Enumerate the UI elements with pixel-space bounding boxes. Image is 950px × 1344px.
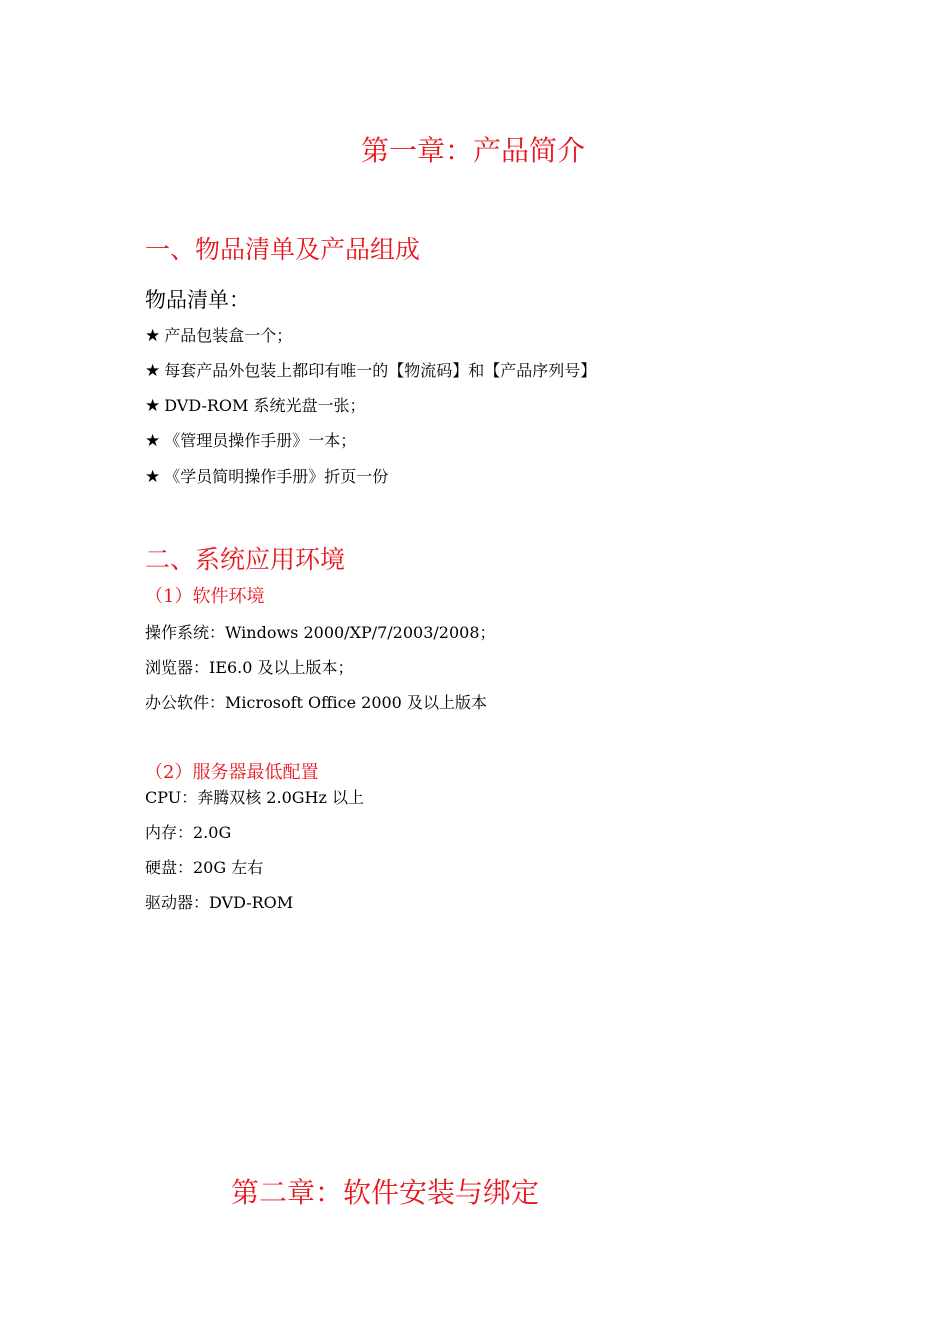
list-item	[145, 396, 366, 416]
list-item	[145, 467, 388, 487]
star-icon: ★	[145, 361, 161, 381]
server-memory-line: 内存：2.0G	[145, 823, 232, 842]
star-icon: ★	[145, 431, 161, 451]
list-item-text: 产品包装盒一个；	[164, 326, 293, 345]
list-item-text: 《管理员操作手册》一本；	[164, 431, 357, 450]
list-item	[145, 326, 292, 346]
subsection-heading-software: （1）软件环境	[145, 586, 265, 607]
list-item	[145, 361, 596, 381]
software-browser-line: 浏览器：IE6.0 及以上版本；	[145, 658, 354, 677]
star-icon: ★	[145, 396, 161, 416]
list-item-text: 《学员简明操作手册》折页一份	[164, 467, 389, 486]
server-disk-line: 硬盘：20G 左右	[145, 858, 264, 877]
software-os-line: 操作系统：Windows 2000/XP/7/2003/2008；	[145, 623, 496, 642]
chapter-title: 第二章：软件安装与绑定	[231, 1176, 540, 1209]
star-icon: ★	[145, 326, 161, 346]
star-icon: ★	[145, 467, 161, 487]
list-label: 物品清单：	[145, 288, 250, 312]
software-office-line: 办公软件：Microsoft Office 2000 及以上版本	[145, 693, 487, 712]
section-title: 一、物品清单及产品组成	[145, 235, 421, 264]
chapter-title: 第一章：产品简介	[361, 134, 586, 167]
server-cpu-line: CPU：奔腾双核 2.0GHz 以上	[145, 788, 364, 807]
list-item-text: DVD-ROM 系统光盘一张；	[164, 396, 366, 415]
section-title: 二、系统应用环境	[145, 545, 346, 574]
list-item	[145, 431, 356, 451]
list-item-text: 每套产品外包装上都印有唯一的【物流码】和【产品序列号】	[164, 361, 597, 380]
subsection-heading-server: （2）服务器最低配置	[145, 762, 319, 783]
server-drive-line: 驱动器：DVD-ROM	[145, 893, 294, 912]
